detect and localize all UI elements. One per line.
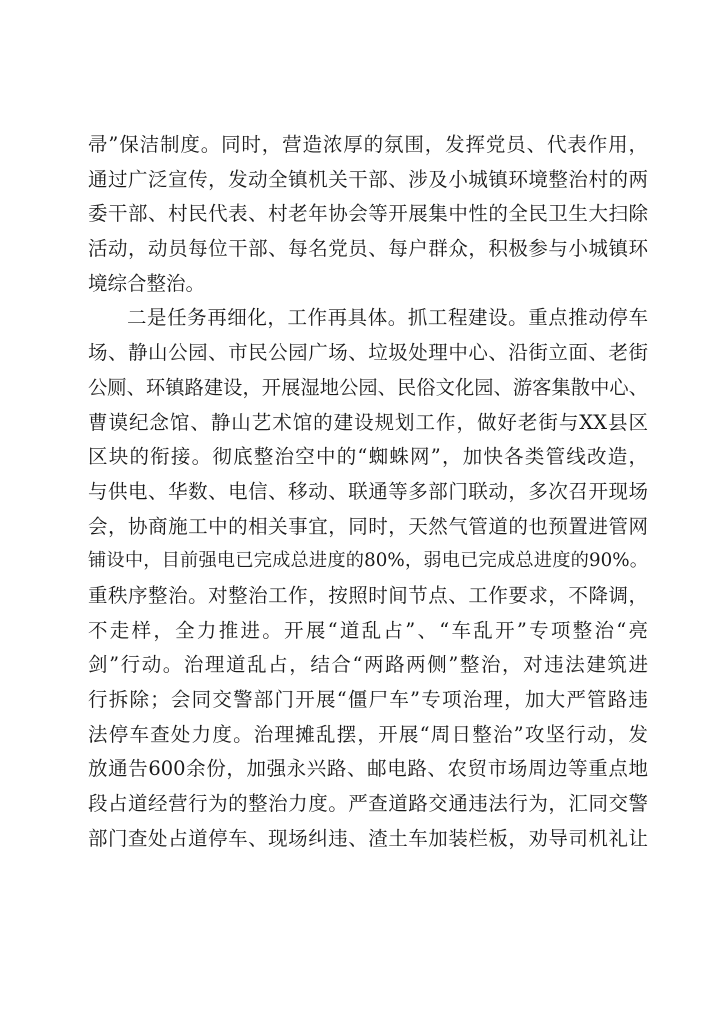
- text-line: 会，协商施工中的相关事宜，同时，天然气管道的也预置进管网: [88, 514, 648, 538]
- text-line: 铺设中，目前强电已完成总进度的80%，弱电已完成总进度的90%。: [88, 550, 648, 572]
- text-line: 部门查处占道停车、现场纠违、渣土车加装栏板，劝导司机礼让: [88, 826, 648, 850]
- text-line: 段占道经营行为的整治力度。严查道路交通违法行为，汇同交警: [88, 792, 648, 816]
- text-line: 与供电、华数、电信、移动、联通等多部门联动，多次召开现场: [88, 479, 648, 503]
- text-line: 委干部、村民代表、村老年协会等开展集中性的全民卫生大扫除: [88, 202, 648, 226]
- text-line: 境综合整治。: [88, 271, 206, 295]
- text-line: 场、静山公园、市民公园广场、垃圾处理中心、沿街立面、老街: [88, 341, 648, 365]
- text-line: 帚”保洁制度。同时，营造浓厚的氛围，发挥党员、代表作用，: [88, 133, 648, 156]
- text-line: 曹谟纪念馆、静山艺术馆的建设规划工作，做好老街与XX县区: [88, 410, 648, 434]
- body-text: [88, 128, 648, 856]
- text-line: 通过广泛宣传，发动全镇机关干部、涉及小城镇环境整治村的两: [88, 167, 648, 191]
- text-line: 行拆除；会同交警部门开展“僵尸车”专项治理，加大严管路违: [88, 688, 648, 711]
- text-line: 法停车查处力度。治理摊乱摆，开展“周日整治”攻坚行动，发: [88, 722, 648, 746]
- text-line: 重秩序整治。对整治工作，按照时间节点、工作要求，不降调，: [88, 583, 648, 607]
- text-line: 活动，动员每位干部、每名党员、每户群众，积极参与小城镇环: [88, 237, 648, 261]
- text-line: 公厕、环镇路建设，开展湿地公园、民俗文化园、游客集散中心、: [88, 375, 648, 399]
- text-line: 放通告600余份，加强永兴路、邮电路、农贸市场周边等重点地: [88, 757, 648, 781]
- text-line: 剑”行动。治理道乱占，结合“两路两侧”整治，对违法建筑进: [88, 653, 648, 677]
- text-line: 区块的衔接。彻底整治空中的“蜘蛛网”，加快各类管线改造，: [88, 445, 648, 469]
- text-line: 二是任务再细化，工作再具体。抓工程建设。重点推动停车: [127, 306, 648, 330]
- text-line: 不走样，全力推进。开展“道乱占”、“车乱开”专项整治“亮: [88, 618, 648, 642]
